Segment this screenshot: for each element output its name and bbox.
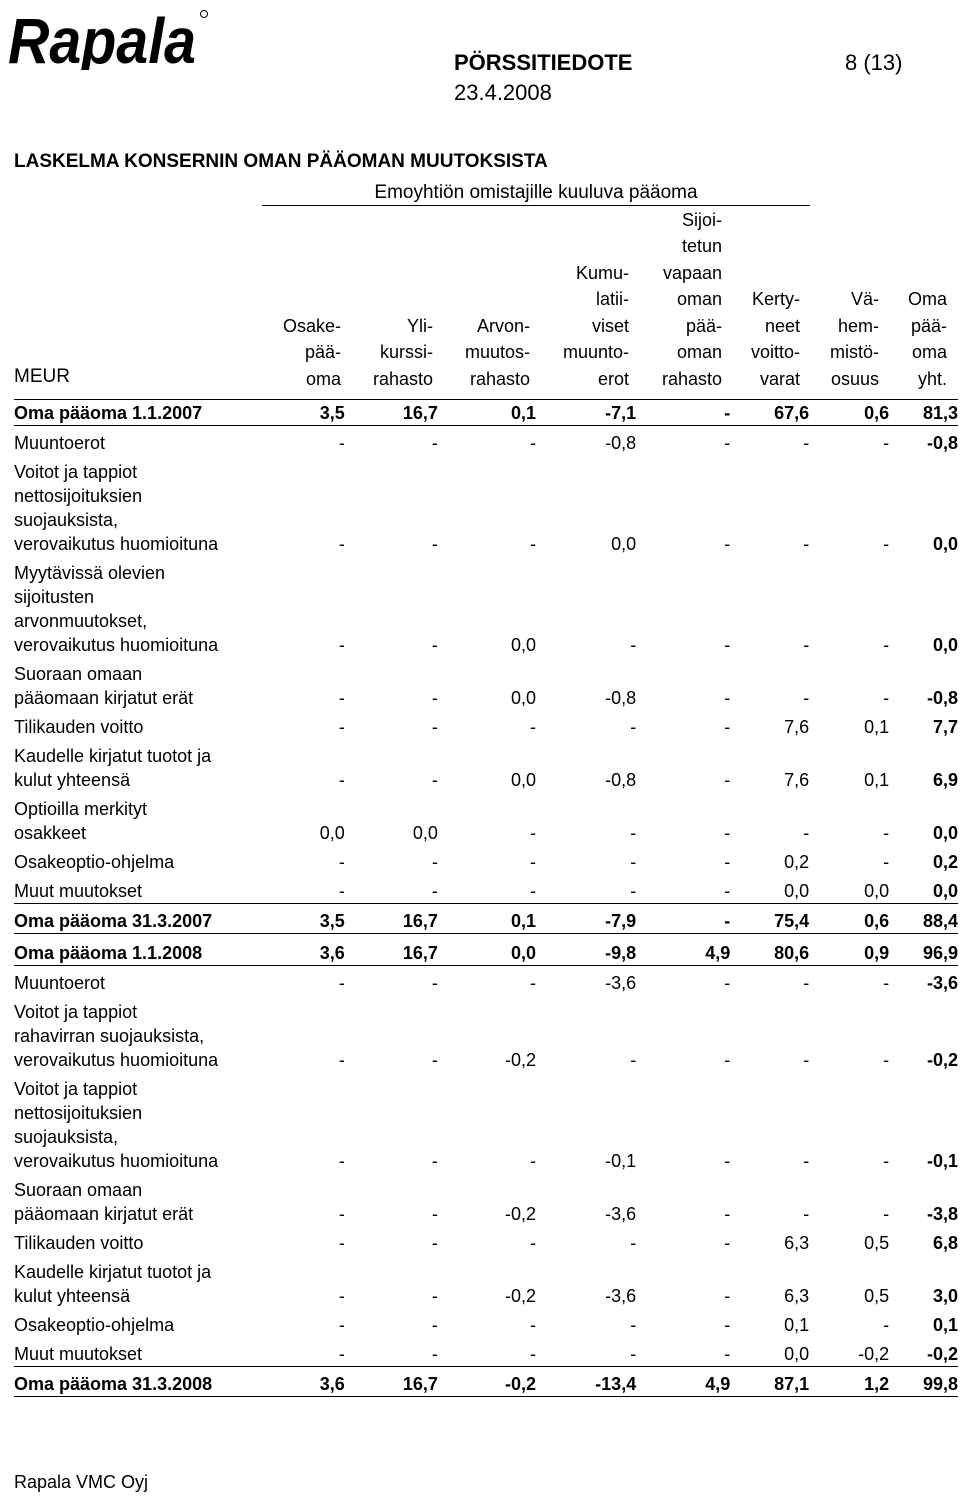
unit-label: MEUR	[14, 366, 70, 387]
column-header-line: varat	[759, 368, 800, 389]
value-cell: -	[338, 973, 345, 993]
value-cell: -	[530, 823, 537, 843]
value-cell: -	[338, 1286, 345, 1306]
value-cell: -	[431, 534, 438, 554]
row-label-line: pääomaan kirjatut erät	[14, 688, 194, 708]
value-cell: -0,2	[505, 1050, 537, 1070]
table-row	[14, 710, 958, 739]
value-cell: -	[338, 1233, 345, 1253]
value-cell: -	[338, 881, 345, 901]
table-row	[14, 995, 958, 1072]
value-cell: 3,6	[258, 1367, 345, 1397]
column-header-line: rahasto	[372, 368, 433, 389]
value-cell: -	[883, 433, 890, 453]
value-cell: 0,0	[784, 1344, 810, 1364]
value-cell: -	[530, 433, 537, 453]
value-cell: -	[431, 881, 438, 901]
row-total-cell: 0,0	[932, 881, 958, 901]
value-cell: 0,1	[864, 717, 890, 737]
row-total-cell: 3,0	[932, 1286, 958, 1306]
row-total-cell: -0,1	[926, 1151, 958, 1171]
section-title: LASKELMA KONSERNIN OMAN PÄÄOMAN MUUTOKSISTA	[14, 151, 548, 172]
value-cell: -0,2	[858, 1344, 890, 1364]
row-label-line: Oma pääoma 31.3.2007	[14, 911, 213, 931]
row-total-cell: 7,7	[932, 717, 958, 737]
value-cell: 67,6	[730, 401, 809, 426]
column-header-line: pää-	[685, 315, 722, 336]
row-total-cell: -0,2	[926, 1344, 958, 1364]
row-label-line: Kaudelle kirjatut tuotot ja	[14, 746, 212, 766]
row-label-line: pääomaan kirjatut erät	[14, 1204, 194, 1224]
row-total-cell: 6,8	[932, 1233, 958, 1253]
value-cell: -	[338, 635, 345, 655]
column-header-line: muunto-	[562, 342, 629, 362]
value-cell: 0,2	[784, 852, 810, 872]
row-label-line: Optioilla merkityt	[14, 799, 148, 819]
value-cell: -	[338, 1050, 345, 1070]
value-cell: -	[724, 1233, 731, 1253]
value-cell: -	[530, 1151, 537, 1171]
value-cell: 6,3	[784, 1233, 810, 1253]
row-label-line: kulut yhteensä	[14, 1286, 131, 1306]
row-total-cell: -0,2	[926, 1050, 958, 1070]
column-header-line: oma	[305, 368, 341, 389]
value-cell: -0,1	[605, 1151, 637, 1171]
row-total-cell: 81,3	[889, 401, 958, 426]
column-header-line: pää-	[910, 315, 947, 336]
value-cell: 3,6	[258, 941, 345, 966]
value-cell: -	[883, 635, 890, 655]
row-label	[14, 1337, 258, 1367]
value-cell: -	[431, 1286, 438, 1306]
row-label-line: Osakeoptio-ohjelma	[14, 1315, 175, 1335]
row-total-cell: 88,4	[889, 904, 958, 934]
value-cell: -	[724, 1315, 731, 1335]
table-row	[14, 739, 958, 792]
value-cell: -	[338, 717, 345, 737]
column-header-line: oma	[911, 342, 947, 362]
value-cell: 0,0	[412, 823, 438, 843]
value-cell: -	[630, 1315, 637, 1335]
value-cell: -	[724, 717, 731, 737]
value-cell: -	[431, 770, 438, 790]
column-header-line: Oma	[907, 289, 947, 309]
row-label-line: Voitot ja tappiot	[14, 1079, 138, 1099]
column-header-line: pää-	[304, 342, 341, 362]
table-row	[14, 941, 958, 966]
equity-table-2007	[14, 401, 958, 934]
column-header-line: viset	[591, 315, 629, 336]
value-cell: -	[338, 1315, 345, 1335]
value-cell: -	[724, 973, 731, 993]
column-header-line: Kerty-	[751, 289, 800, 309]
value-cell: -	[724, 1344, 731, 1364]
row-label	[14, 1367, 258, 1397]
row-label-line: Voitot ja tappiot	[14, 1002, 138, 1022]
column-header-line: neet	[764, 315, 800, 336]
value-cell: 3,5	[258, 401, 345, 426]
value-cell: 0,6	[809, 904, 889, 934]
row-label	[14, 1226, 258, 1255]
value-cell: 6,3	[784, 1286, 810, 1306]
row-label-line: verovaikutus huomioituna	[14, 534, 219, 554]
table-row	[14, 1367, 958, 1397]
row-label	[14, 455, 258, 556]
value-cell: -	[431, 1151, 438, 1171]
value-cell: -	[530, 534, 537, 554]
value-cell: -	[338, 852, 345, 872]
value-cell: -	[724, 1151, 731, 1171]
row-label-line: Muut muutokset	[14, 1344, 143, 1364]
value-cell: -	[724, 534, 731, 554]
row-label-line: verovaikutus huomioituna	[14, 635, 219, 655]
value-cell: 0,0	[511, 770, 537, 790]
value-cell: -	[883, 852, 890, 872]
value-cell: -	[883, 1315, 890, 1335]
value-cell: -	[803, 823, 810, 843]
value-cell: -9,8	[536, 941, 636, 966]
value-cell: 16,7	[345, 1367, 438, 1397]
row-label-line: Muuntoerot	[14, 973, 106, 993]
column-header	[323, 206, 433, 392]
value-cell: -	[338, 1204, 345, 1224]
value-cell: -	[431, 1315, 438, 1335]
row-label-line: nettosijoituksien	[14, 486, 143, 506]
column-header-line: latii-	[595, 289, 629, 309]
column-header-line: muutos-	[464, 342, 530, 362]
column-header-line: Osake-	[282, 315, 341, 336]
value-cell: -	[530, 1315, 537, 1335]
row-label	[14, 904, 258, 934]
row-total-cell: -0,8	[926, 433, 958, 453]
value-cell: -	[636, 904, 730, 934]
row-label	[14, 710, 258, 739]
value-cell: -	[803, 973, 810, 993]
column-header-line: Yli-	[407, 315, 433, 336]
table-row	[14, 792, 958, 845]
value-cell: -	[530, 881, 537, 901]
value-cell: 75,4	[730, 904, 809, 934]
row-label-line: Oma pääoma 1.1.2007	[14, 403, 203, 423]
row-total-cell: -3,6	[926, 973, 958, 993]
row-label	[14, 845, 258, 874]
table-row	[14, 556, 958, 657]
column-header-line: mistö-	[830, 342, 879, 362]
table-row	[14, 1337, 958, 1367]
column-header-line: rahasto	[469, 368, 530, 389]
row-label	[14, 995, 258, 1072]
row-label	[14, 792, 258, 845]
value-cell: 0,1	[864, 770, 890, 790]
row-label-line: Muuntoerot	[14, 433, 106, 453]
column-header-line: oman	[676, 289, 722, 309]
column-header-line: yht.	[917, 368, 947, 389]
value-cell: -	[530, 852, 537, 872]
row-label-line: osakkeet	[14, 823, 87, 843]
value-cell: 16,7	[345, 904, 438, 934]
value-cell: -	[431, 688, 438, 708]
row-label	[14, 874, 258, 904]
value-cell: 0,0	[319, 823, 345, 843]
table-row	[14, 401, 958, 426]
value-cell: -	[431, 973, 438, 993]
value-cell: -	[630, 852, 637, 872]
value-cell: -	[630, 1050, 637, 1070]
value-cell: 0,0	[438, 941, 536, 966]
row-label	[14, 739, 258, 792]
value-cell: -	[431, 433, 438, 453]
page-number: 8 (13)	[845, 50, 903, 75]
column-header-line: rahasto	[661, 368, 722, 389]
value-cell: -	[630, 635, 637, 655]
value-cell: -	[883, 823, 890, 843]
value-cell: -	[431, 852, 438, 872]
value-cell: 7,6	[784, 717, 810, 737]
column-header	[837, 206, 947, 392]
value-cell: -	[431, 1233, 438, 1253]
group-heading: Emoyhtiön omistajille kuuluva pääoma	[262, 180, 810, 206]
row-label	[14, 941, 258, 966]
row-total-cell: 0,1	[932, 1315, 958, 1335]
row-label-line: Tilikauden voitto	[14, 1233, 144, 1253]
value-cell: -0,2	[505, 1286, 537, 1306]
value-cell: -	[724, 1204, 731, 1224]
table-row	[14, 845, 958, 874]
value-cell: -	[530, 1233, 537, 1253]
table-row	[14, 1072, 958, 1173]
value-cell: -	[431, 1344, 438, 1364]
column-header	[420, 206, 530, 392]
row-label-line: suojauksista,	[14, 1127, 119, 1147]
row-label-line: arvonmuutokset,	[14, 611, 148, 631]
row-label	[14, 1173, 258, 1226]
column-header-line: osuus	[830, 368, 879, 389]
value-cell: -	[338, 1151, 345, 1171]
value-cell: -	[883, 973, 890, 993]
table-row	[14, 874, 958, 904]
row-label	[14, 657, 258, 710]
value-cell: -0,8	[605, 770, 637, 790]
row-label-line: verovaikutus huomioituna	[14, 1050, 219, 1070]
footer-company: Rapala VMC Oyj	[14, 1472, 149, 1492]
value-cell: -	[431, 717, 438, 737]
row-label	[14, 1255, 258, 1308]
value-cell: -	[431, 1204, 438, 1224]
table-row	[14, 966, 958, 996]
value-cell: 3,5	[258, 904, 345, 934]
row-total-cell: 0,0	[932, 635, 958, 655]
document-date: 23.4.2008	[454, 80, 552, 105]
value-cell: -	[883, 1050, 890, 1070]
value-cell: 0,1	[438, 401, 536, 426]
row-label-line: Myytävissä olevien	[14, 563, 166, 583]
column-header-line: tetun	[681, 236, 722, 256]
value-cell: -3,6	[605, 973, 637, 993]
value-cell: -	[724, 881, 731, 901]
column-header-line: oman	[676, 342, 722, 362]
row-total-cell: 6,9	[932, 770, 958, 790]
value-cell: 16,7	[345, 941, 438, 966]
column-header-line: Sijoi-	[681, 209, 722, 230]
value-cell: -	[883, 688, 890, 708]
document-title: PÖRSSITIEDOTE	[454, 50, 633, 75]
value-cell: -	[630, 1344, 637, 1364]
value-cell: 0,5	[864, 1233, 890, 1253]
table-row	[14, 1226, 958, 1255]
value-cell: -	[338, 1344, 345, 1364]
rapala-logo	[8, 8, 208, 75]
value-cell: -	[530, 1344, 537, 1364]
value-cell: -0,8	[605, 433, 637, 453]
row-label-line: Muut muutokset	[14, 881, 143, 901]
value-cell: -	[724, 433, 731, 453]
row-total-cell: 96,9	[889, 941, 958, 966]
value-cell: -	[724, 852, 731, 872]
value-cell: -	[803, 635, 810, 655]
column-header-line: vapaan	[662, 262, 722, 283]
row-label-line: rahavirran suojauksista,	[14, 1026, 205, 1046]
value-cell: -	[724, 688, 731, 708]
value-cell: -	[803, 534, 810, 554]
value-cell: -	[803, 433, 810, 453]
value-cell: -13,4	[536, 1367, 636, 1397]
value-cell: 4,9	[636, 941, 730, 966]
row-total-cell: -0,8	[926, 688, 958, 708]
value-cell: -	[630, 717, 637, 737]
row-label-line: Suoraan omaan	[14, 664, 143, 684]
row-label-line: Oma pääoma 31.3.2008	[14, 1374, 213, 1394]
value-cell: 1,2	[809, 1367, 889, 1397]
value-cell: 0,0	[864, 881, 890, 901]
value-cell: 0,1	[784, 1315, 810, 1335]
value-cell: -	[338, 534, 345, 554]
value-cell: -	[883, 1151, 890, 1171]
row-total-cell: 0,0	[932, 823, 958, 843]
value-cell: -0,8	[605, 688, 637, 708]
value-cell: -	[724, 1286, 731, 1306]
value-cell: -	[724, 823, 731, 843]
value-cell: -3,6	[605, 1204, 637, 1224]
column-header-line: erot	[597, 368, 629, 389]
value-cell: -	[883, 534, 890, 554]
table-row	[14, 1173, 958, 1226]
row-label-line: kulut yhteensä	[14, 770, 131, 790]
column-header-line: kurssi-	[380, 342, 433, 362]
value-cell: -	[338, 770, 345, 790]
table-row	[14, 426, 958, 456]
value-cell: 0,9	[809, 941, 889, 966]
row-label	[14, 426, 258, 456]
column-header-line: Vä-	[850, 289, 879, 309]
value-cell: -	[630, 881, 637, 901]
value-cell: 0,0	[511, 635, 537, 655]
logo-text: Rapala	[8, 8, 196, 70]
row-label	[14, 401, 258, 426]
value-cell: 0,0	[511, 688, 537, 708]
column-header-line: voitto-	[750, 342, 800, 362]
value-cell: -	[630, 823, 637, 843]
value-cell: -	[431, 1050, 438, 1070]
row-label-line: Tilikauden voitto	[14, 717, 144, 737]
table-row	[14, 1308, 958, 1337]
value-cell: -	[803, 1151, 810, 1171]
table-row	[14, 657, 958, 710]
value-cell: 0,1	[438, 904, 536, 934]
row-label-line: sijoitusten	[14, 587, 95, 607]
value-cell: -	[724, 770, 731, 790]
value-cell: 0,0	[784, 881, 810, 901]
table-row	[14, 455, 958, 556]
value-cell: -3,6	[605, 1286, 637, 1306]
value-cell: -	[630, 1233, 637, 1253]
value-cell: -	[338, 688, 345, 708]
row-label-line: Kaudelle kirjatut tuotot ja	[14, 1262, 212, 1282]
row-label	[14, 1072, 258, 1173]
value-cell: 0,5	[864, 1286, 890, 1306]
table-row	[14, 1255, 958, 1308]
value-cell: -7,1	[536, 401, 636, 426]
value-cell: -	[636, 401, 730, 426]
column-header-line: Kumu-	[575, 262, 629, 283]
value-cell: -	[803, 688, 810, 708]
value-cell: -	[883, 1204, 890, 1224]
row-label	[14, 1308, 258, 1337]
value-cell: 87,1	[730, 1367, 809, 1397]
row-label-line: Oma pääoma 1.1.2008	[14, 943, 203, 963]
value-cell: -	[724, 1050, 731, 1070]
value-cell: 80,6	[730, 941, 809, 966]
value-cell: 7,6	[784, 770, 810, 790]
value-cell: 0,6	[809, 401, 889, 426]
row-total-cell: 0,0	[932, 534, 958, 554]
row-label	[14, 966, 258, 996]
row-total-cell: 0,2	[932, 852, 958, 872]
value-cell: -	[338, 433, 345, 453]
value-cell: 0,0	[611, 534, 637, 554]
row-label-line: Osakeoptio-ohjelma	[14, 852, 175, 872]
value-cell: -	[803, 1050, 810, 1070]
row-total-cell: -3,8	[926, 1204, 958, 1224]
row-label-line: verovaikutus huomioituna	[14, 1151, 219, 1171]
row-total-cell: 99,8	[889, 1367, 958, 1397]
value-cell: -	[724, 635, 731, 655]
table-row	[14, 904, 958, 934]
value-cell: -7,9	[536, 904, 636, 934]
column-header-line: Arvon-	[476, 315, 530, 336]
value-cell: -	[431, 635, 438, 655]
row-label-line: Voitot ja tappiot	[14, 462, 138, 482]
value-cell: -0,2	[438, 1367, 536, 1397]
column-header-line: hem-	[837, 315, 879, 336]
row-label	[14, 556, 258, 657]
value-cell: -	[530, 973, 537, 993]
value-cell: -0,2	[505, 1204, 537, 1224]
header-rule	[14, 399, 958, 400]
row-label-line: nettosijoituksien	[14, 1103, 143, 1123]
value-cell: 16,7	[345, 401, 438, 426]
value-cell: 4,9	[636, 1367, 730, 1397]
value-cell: -	[530, 717, 537, 737]
equity-table-2008	[14, 941, 958, 1397]
row-label-line: suojauksista,	[14, 510, 119, 530]
value-cell: -	[803, 1204, 810, 1224]
row-label-line: Suoraan omaan	[14, 1180, 143, 1200]
